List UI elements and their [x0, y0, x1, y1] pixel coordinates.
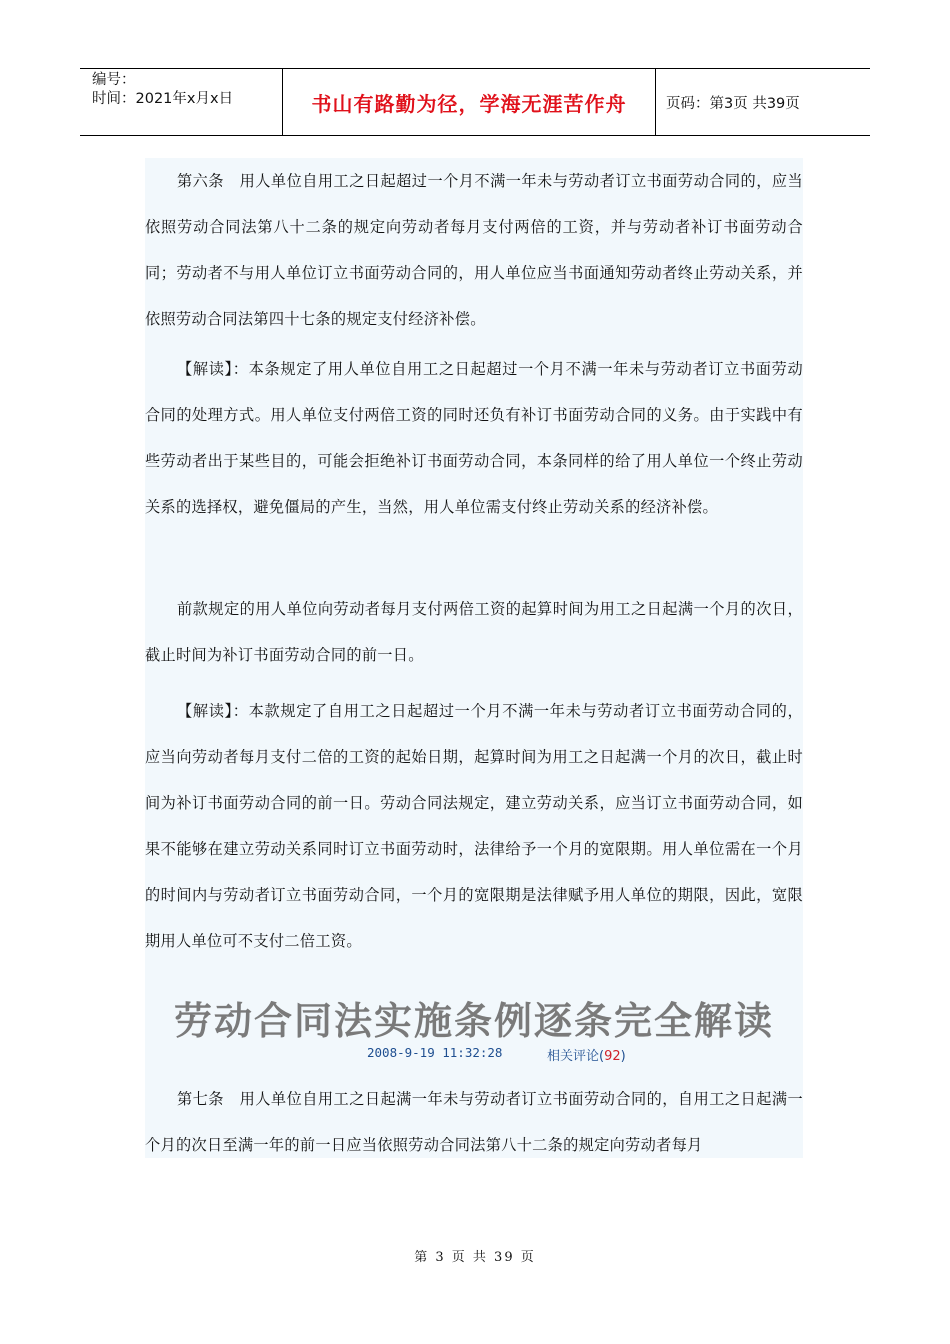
document-body: [145, 158, 803, 1158]
article-7-paragraph: 第七条 用人单位自用工之日起满一年未与劳动者订立书面劳动合同的，自用工之日起满一个月的次日至满一年的前一日应当依照劳动合同法第八十二条的规定向劳动者每月: [145, 1090, 803, 1154]
header-motto-cell: [282, 69, 656, 135]
header-page-info: [656, 69, 870, 135]
related-comments-count: 92: [604, 1049, 621, 1064]
header-page-number: 页码：第3页 共39页: [666, 95, 800, 112]
header-motto: 书山有路勤为径，学海无涯苦作舟: [311, 91, 627, 116]
article-6-interpretation: 【解读】：本条规定了用人单位自用工之日起超过一个月不满一年未与劳动者订立书面劳动合同的处理方式。用人单位支付两倍工资的同时还负有补订书面劳动合同的义务。由于实践中有些劳动者出于某些目的，可能会拒绝补订书面劳动合同，本条同样的给了用人单位一个终止劳动关系的选择权，避免僵局的产生，当然，用人单位需支付终止劳动关系的经济补偿。: [145, 360, 803, 516]
page-footer: 第 3 页 共 39 页: [414, 1250, 536, 1265]
header-meta: [80, 69, 282, 135]
related-comments-close: ): [620, 1049, 626, 1064]
document-time-label: 时间：2021年x月x日: [92, 91, 234, 107]
article-6-paragraph: 第六条 用人单位自用工之日起超过一个月不满一年未与劳动者订立书面劳动合同的，应当依照劳动合同法第八十二条的规定向劳动者每月支付两倍的工资，并与劳动者补订书面劳动合同；劳动者不与用人单位订立书面劳动合同的，用人单位应当书面通知劳动者终止劳动关系，并依照劳动合同法第四十七条的规定支付经济补偿。: [145, 172, 803, 328]
related-comments-label: 相关评论(: [547, 1049, 605, 1064]
article-6-second-clause: 前款规定的用人单位向劳动者每月支付两倍工资的起算时间为用工之日起满一个月的次日，截止时间为补订书面劳动合同的前一日。: [145, 600, 803, 664]
page-header: [80, 68, 870, 136]
publish-date: 2008-9-19 11:32:28: [367, 1045, 503, 1060]
related-comments-link[interactable]: [547, 1045, 626, 1064]
article-title: 劳动合同法实施条例逐条完全解读: [173, 999, 774, 1043]
article-6-clause-interpretation: 【解读】：本款规定了自用工之日起超过一个月不满一年未与劳动者订立书面劳动合同的，应当向劳动者每月支付二倍的工资的起始日期，起算时间为用工之日起满一个月的次日，截止时间为补订书面劳动合同的前一日。劳动合同法规定，建立劳动关系，应当订立书面劳动合同，如果不能够在建立劳动关系同时订立书面劳动时，法律给予一个月的宽限期。用人单位需在一个月的时间内与劳动者订立书面劳动合同，一个月的宽限期是法律赋予用人单位的期限，因此，宽限期用人单位可不支付二倍工资。: [145, 702, 803, 950]
document-number-label: 编号：: [92, 72, 136, 88]
